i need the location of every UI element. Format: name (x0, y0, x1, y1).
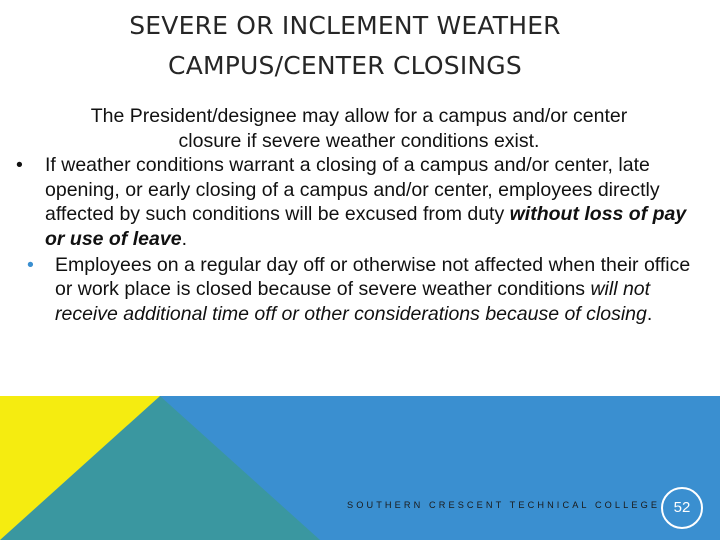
decorative-color-band (0, 396, 720, 540)
slide-body (14, 104, 704, 326)
slide-title (60, 6, 630, 86)
title-line-2: CAMPUS/CENTER CLOSINGS (168, 51, 522, 80)
bullet-2-text: Employees on a regular day off or otherwise not affected when their office or work place is closed because of severe weather conditions (55, 253, 691, 301)
bullet-2-end: . (646, 302, 653, 325)
bullet-1-text: If weather conditions warrant a closing of a campus and/or center, late opening, or early closing of a campus and/or center, employees directly affected by such conditions will be excused from duty (45, 154, 660, 226)
bullet-marker: • (16, 154, 23, 177)
intro-line-2: closure if severe weather conditions exist. (178, 129, 540, 152)
bullet-1-end: . (181, 227, 187, 250)
intro-line-1: The President/designee may allow for a campus and/or center (90, 105, 628, 127)
bullet-item (14, 153, 704, 251)
bullet-1-emphasis: without loss of pay or use of leave (45, 203, 687, 250)
footer-college-name: SOUTHERN CRESCENT TECHNICAL COLLEGE (347, 500, 661, 510)
bullet-marker: • (27, 253, 34, 276)
bullet-item (14, 253, 704, 327)
title-line-1: SEVERE OR INCLEMENT WEATHER (129, 11, 561, 40)
bullet-2-emphasis: will not receive additional time off or other considerations because of closing (55, 278, 651, 325)
intro-paragraph (14, 104, 704, 153)
page-number-badge: 52 (661, 487, 703, 529)
